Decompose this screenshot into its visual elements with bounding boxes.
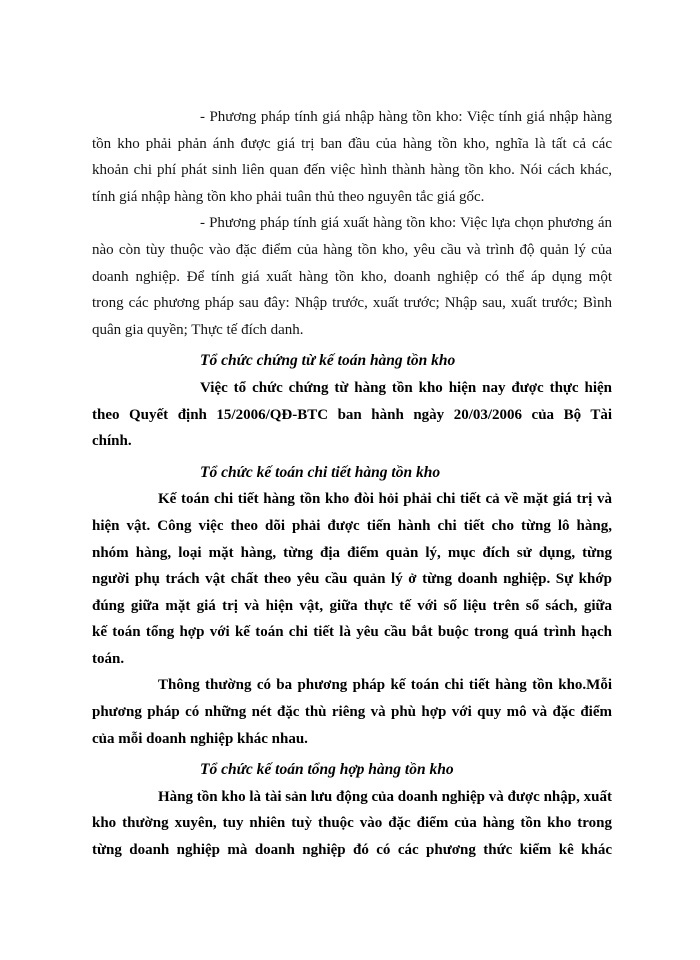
text-line: theo Quyết định 15/2006/QĐ-BTC ban hành ngày 20/03/2006 của Bộ Tài: [92, 406, 612, 423]
text-line: Tổ chức kế toán chi tiết hàng tồn kho: [200, 463, 441, 481]
text-line: nhóm hàng, loại mặt hàng, từng địa điểm quản lý, mục đích sử dụng, từng: [92, 544, 612, 561]
text-line: quân gia quyền; Thực tế đích danh.: [92, 321, 304, 338]
text-line: của mỗi doanh nghiệp khác nhau.: [92, 730, 308, 747]
paragraph: [92, 375, 612, 455]
text-line: Việc tổ chức chứng từ hàng tồn kho hiện nay được thực hiện: [200, 379, 612, 396]
text-line: chính.: [92, 433, 132, 450]
paragraph: [92, 784, 612, 864]
text-line: toán.: [92, 650, 125, 667]
text-line: hiện vật. Công việc theo dõi phải được tiến hành chi tiết cho từng lô hàng,: [92, 517, 612, 534]
paragraph: [92, 486, 612, 672]
text-line: người phụ trách vật chất theo yêu cầu quản lý ở từng doanh nghiệp. Sự khớp: [92, 571, 612, 588]
section-heading: [92, 460, 612, 487]
text-line: tính giá nhập hàng tồn kho phải tuân thủ theo nguyên tắc giá gốc.: [92, 188, 485, 205]
document-content: [92, 104, 612, 864]
paragraph: [92, 672, 612, 752]
text-line: khoản chi phí phát sinh liên quan đến việc hình thành hàng tồn kho. Nói cách khác,: [92, 162, 612, 179]
text-line: Kế toán chi tiết hàng tồn kho đòi hỏi phải chi tiết cả về mặt giá trị và: [158, 491, 612, 508]
text-line: - Phương pháp tính giá nhập hàng tồn kho: Việc tính giá nhập hàng: [200, 109, 612, 125]
text-line: Tổ chức kế toán tổng hợp hàng tồn kho: [200, 761, 454, 779]
text-line: từng doanh nghiệp mà doanh nghiệp đó có các phương thức kiểm kê khác: [92, 842, 612, 859]
paragraph: [92, 104, 612, 210]
text-line: kế toán tổng hợp với kế toán chi tiết là yêu cầu bắt buộc trong quá trình hạch: [92, 624, 612, 641]
text-line: Tổ chức chứng từ kế toán hàng tồn kho: [200, 352, 456, 370]
text-line: tồn kho phải phản ánh được giá trị ban đầu của hàng tồn kho, nghĩa là tất cả các: [92, 135, 612, 152]
text-line: Thông thường có ba phương pháp kế toán chi tiết hàng tồn kho.Mỗi: [158, 677, 612, 694]
text-line: đúng giữa mặt giá trị và hiện vật, giữa thực tế với số liệu trên sổ sách, giữa: [92, 597, 612, 614]
section-heading: [92, 757, 612, 784]
paragraph: [92, 210, 612, 343]
text-line: Hàng tồn kho là tài sản lưu động của doanh nghiệp và được nhập, xuất: [158, 788, 612, 805]
text-line: doanh nghiệp. Để tính giá xuất hàng tồn kho, doanh nghiệp có thể áp dụng một: [92, 268, 612, 285]
text-line: - Phương pháp tính giá xuất hàng tồn kho: Việc lựa chọn phương án: [200, 215, 612, 232]
section-heading: [92, 348, 612, 375]
text-line: phương pháp có những nét đặc thù riêng và phù hợp với quy mô và đặc điểm: [92, 704, 612, 721]
text-line: kho thường xuyên, tuy nhiên tuỳ thuộc vào đặc điểm của hàng tồn kho trong: [92, 815, 612, 832]
text-line: nào còn tùy thuộc vào đặc điểm của hàng tồn kho, yêu cầu và trình độ quản lý của: [92, 241, 612, 258]
text-line: trong các phương pháp sau đây: Nhập trước, xuất trước; Nhập sau, xuất trước; Bình: [92, 295, 612, 312]
